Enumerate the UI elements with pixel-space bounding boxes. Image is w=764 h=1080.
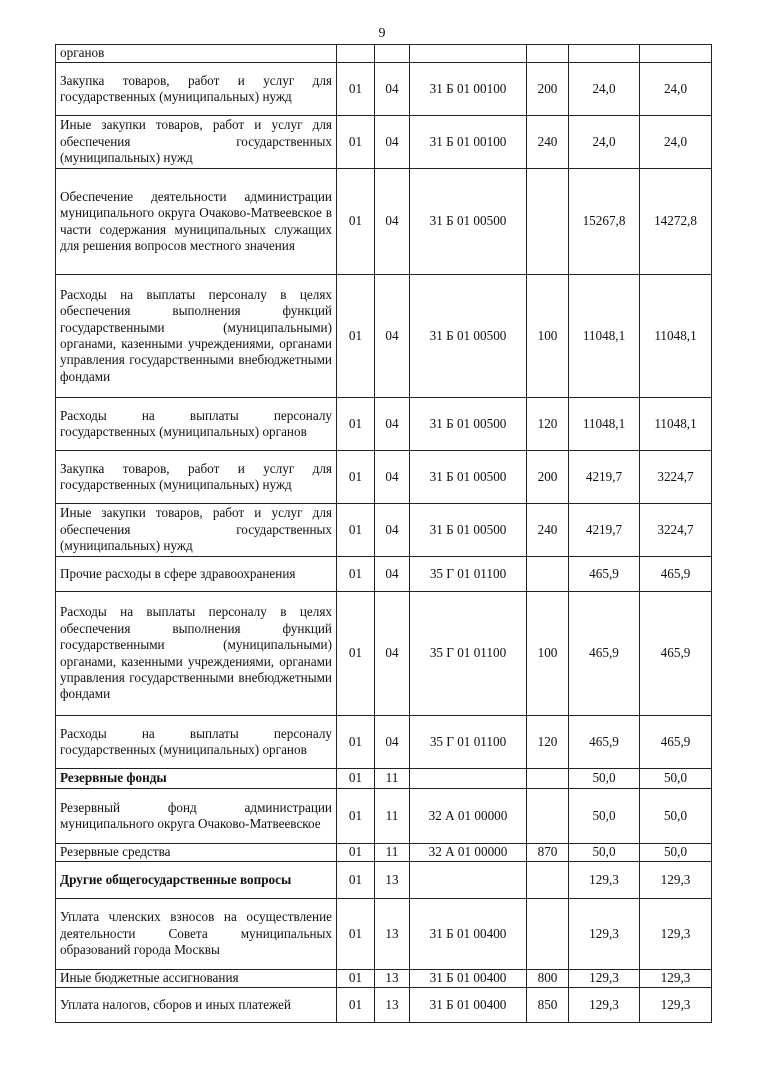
amount-year2-cell: 24,0 (640, 63, 712, 116)
subsection-code-cell (375, 45, 410, 63)
section-code-cell: 01 (337, 862, 375, 899)
expense-type-cell (527, 45, 569, 63)
amount-year1-cell: 129,3 (569, 988, 640, 1023)
target-article-cell: 31 Б 01 00500 (410, 451, 527, 504)
section-code-cell: 01 (337, 504, 375, 557)
row-name-cell: Уплата налогов, сборов и иных платежей (56, 988, 337, 1023)
section-code-cell: 01 (337, 844, 375, 862)
table-row (56, 899, 712, 970)
amount-year1-cell: 24,0 (569, 63, 640, 116)
table-row (56, 45, 712, 63)
target-article-cell: 31 Б 01 00400 (410, 988, 527, 1023)
amount-year1-cell (569, 45, 640, 63)
target-article-cell: 35 Г 01 01100 (410, 557, 527, 592)
section-code-cell: 01 (337, 716, 375, 769)
amount-year2-cell: 14272,8 (640, 169, 712, 275)
target-article-cell: 35 Г 01 01100 (410, 592, 527, 716)
table-row (56, 592, 712, 716)
table-row (56, 116, 712, 169)
amount-year2-cell: 11048,1 (640, 275, 712, 398)
expense-type-cell (527, 557, 569, 592)
row-name-cell: органов (56, 45, 337, 63)
target-article-cell: 31 Б 01 00400 (410, 970, 527, 988)
subsection-code-cell: 04 (375, 716, 410, 769)
amount-year2-cell: 465,9 (640, 716, 712, 769)
row-name-cell: Иные закупки товаров, работ и услуг для обеспечения государственных (муниципальных) нужд (56, 116, 337, 169)
table-row (56, 398, 712, 451)
table-row (56, 862, 712, 899)
expense-type-cell: 870 (527, 844, 569, 862)
expense-type-cell (527, 769, 569, 789)
subsection-code-cell: 11 (375, 769, 410, 789)
budget-table-body (56, 45, 712, 1023)
expense-type-cell: 200 (527, 63, 569, 116)
subsection-code-cell: 04 (375, 592, 410, 716)
section-code-cell: 01 (337, 988, 375, 1023)
row-name-cell: Закупка товаров, работ и услуг для государственных (муниципальных) нужд (56, 63, 337, 116)
subsection-code-cell: 04 (375, 451, 410, 504)
subsection-code-cell: 11 (375, 789, 410, 844)
section-code-cell: 01 (337, 899, 375, 970)
subsection-code-cell: 04 (375, 504, 410, 557)
amount-year2-cell: 50,0 (640, 769, 712, 789)
subsection-code-cell: 04 (375, 275, 410, 398)
amount-year1-cell: 129,3 (569, 862, 640, 899)
subsection-code-cell: 04 (375, 116, 410, 169)
target-article-cell: 32 А 01 00000 (410, 844, 527, 862)
amount-year2-cell: 50,0 (640, 789, 712, 844)
table-row (56, 716, 712, 769)
table-row (56, 504, 712, 557)
row-name-cell: Расходы на выплаты персоналу государственных (муниципальных) органов (56, 398, 337, 451)
subsection-code-cell: 04 (375, 398, 410, 451)
section-code-cell: 01 (337, 557, 375, 592)
target-article-cell: 32 А 01 00000 (410, 789, 527, 844)
table-row (56, 769, 712, 789)
row-name-cell: Прочие расходы в сфере здравоохранения (56, 557, 337, 592)
row-name-cell: Резервные средства (56, 844, 337, 862)
amount-year2-cell: 129,3 (640, 970, 712, 988)
subsection-code-cell: 11 (375, 844, 410, 862)
row-name-cell: Иные закупки товаров, работ и услуг для обеспечения государственных (муниципальных) нужд (56, 504, 337, 557)
expense-type-cell: 120 (527, 716, 569, 769)
table-row (56, 789, 712, 844)
amount-year1-cell: 50,0 (569, 789, 640, 844)
section-code-cell: 01 (337, 398, 375, 451)
amount-year1-cell: 465,9 (569, 716, 640, 769)
amount-year2-cell: 11048,1 (640, 398, 712, 451)
section-code-cell: 01 (337, 63, 375, 116)
target-article-cell: 31 Б 01 00400 (410, 899, 527, 970)
row-name-cell: Уплата членских взносов на осуществление деятельности Совета муниципальных образований города Москвы (56, 899, 337, 970)
page-number: 9 (378, 26, 386, 41)
target-article-cell: 31 Б 01 00500 (410, 169, 527, 275)
expense-type-cell: 240 (527, 504, 569, 557)
amount-year1-cell: 50,0 (569, 844, 640, 862)
amount-year1-cell: 11048,1 (569, 275, 640, 398)
target-article-cell: 31 Б 01 00500 (410, 275, 527, 398)
table-row (56, 169, 712, 275)
row-name-cell: Обеспечение деятельности администрации муниципального округа Очаково-Матвеевское в части содержания муниципальных служащих для решения вопросов местного значения (56, 169, 337, 275)
subsection-code-cell: 04 (375, 63, 410, 116)
subsection-code-cell: 13 (375, 862, 410, 899)
amount-year1-cell: 4219,7 (569, 504, 640, 557)
target-article-cell: 31 Б 01 00500 (410, 504, 527, 557)
target-article-cell: 31 Б 01 00100 (410, 63, 527, 116)
table-row (56, 63, 712, 116)
section-code-cell: 01 (337, 789, 375, 844)
amount-year2-cell: 3224,7 (640, 451, 712, 504)
section-code-cell: 01 (337, 769, 375, 789)
amount-year1-cell: 24,0 (569, 116, 640, 169)
section-code-cell: 01 (337, 169, 375, 275)
subsection-code-cell: 13 (375, 988, 410, 1023)
table-row (56, 988, 712, 1023)
target-article-cell: 31 Б 01 00100 (410, 116, 527, 169)
subsection-code-cell: 04 (375, 557, 410, 592)
amount-year1-cell: 15267,8 (569, 169, 640, 275)
row-name-cell: Резервный фонд администрации муниципального округа Очаково-Матвеевское (56, 789, 337, 844)
section-code-cell: 01 (337, 116, 375, 169)
target-article-cell (410, 45, 527, 63)
expense-type-cell: 200 (527, 451, 569, 504)
row-name-cell: Резервные фонды (56, 769, 337, 789)
table-row (56, 275, 712, 398)
amount-year2-cell: 129,3 (640, 988, 712, 1023)
amount-year2-cell: 3224,7 (640, 504, 712, 557)
section-code-cell: 01 (337, 970, 375, 988)
target-article-cell (410, 769, 527, 789)
amount-year1-cell: 4219,7 (569, 451, 640, 504)
amount-year1-cell: 129,3 (569, 899, 640, 970)
table-row (56, 557, 712, 592)
target-article-cell: 31 Б 01 00500 (410, 398, 527, 451)
expense-type-cell (527, 862, 569, 899)
amount-year2-cell: 129,3 (640, 862, 712, 899)
subsection-code-cell: 13 (375, 899, 410, 970)
expense-type-cell: 100 (527, 592, 569, 716)
target-article-cell: 35 Г 01 01100 (410, 716, 527, 769)
subsection-code-cell: 04 (375, 169, 410, 275)
table-row (56, 844, 712, 862)
subsection-code-cell: 13 (375, 970, 410, 988)
row-name-cell: Расходы на выплаты персоналу в целях обеспечения выполнения функций государственными (муниципальными) органами, казенными учреждениями, органами управления государственными внебюджетными фондами (56, 592, 337, 716)
row-name-cell: Другие общегосударственные вопросы (56, 862, 337, 899)
amount-year2-cell (640, 45, 712, 63)
section-code-cell: 01 (337, 451, 375, 504)
amount-year1-cell: 129,3 (569, 970, 640, 988)
expense-type-cell: 800 (527, 970, 569, 988)
amount-year2-cell: 129,3 (640, 899, 712, 970)
expense-type-cell (527, 169, 569, 275)
row-name-cell: Расходы на выплаты персоналу в целях обеспечения выполнения функций государственными (муниципальными) органами, казенными учреждениями, органами управления государственными внебюджетными фондами (56, 275, 337, 398)
table-row (56, 451, 712, 504)
expense-type-cell: 100 (527, 275, 569, 398)
section-code-cell: 01 (337, 592, 375, 716)
row-name-cell: Расходы на выплаты персоналу государственных (муниципальных) органов (56, 716, 337, 769)
amount-year2-cell: 465,9 (640, 557, 712, 592)
expense-type-cell (527, 899, 569, 970)
section-code-cell (337, 45, 375, 63)
expense-type-cell: 240 (527, 116, 569, 169)
expense-type-cell: 850 (527, 988, 569, 1023)
amount-year2-cell: 465,9 (640, 592, 712, 716)
amount-year1-cell: 465,9 (569, 592, 640, 716)
amount-year2-cell: 24,0 (640, 116, 712, 169)
row-name-cell: Закупка товаров, работ и услуг для государственных (муниципальных) нужд (56, 451, 337, 504)
section-code-cell: 01 (337, 275, 375, 398)
expense-type-cell: 120 (527, 398, 569, 451)
row-name-cell: Иные бюджетные ассигнования (56, 970, 337, 988)
table-row (56, 970, 712, 988)
expense-type-cell (527, 789, 569, 844)
amount-year1-cell: 465,9 (569, 557, 640, 592)
amount-year1-cell: 11048,1 (569, 398, 640, 451)
amount-year2-cell: 50,0 (640, 844, 712, 862)
target-article-cell (410, 862, 527, 899)
amount-year1-cell: 50,0 (569, 769, 640, 789)
budget-table (55, 44, 712, 1023)
